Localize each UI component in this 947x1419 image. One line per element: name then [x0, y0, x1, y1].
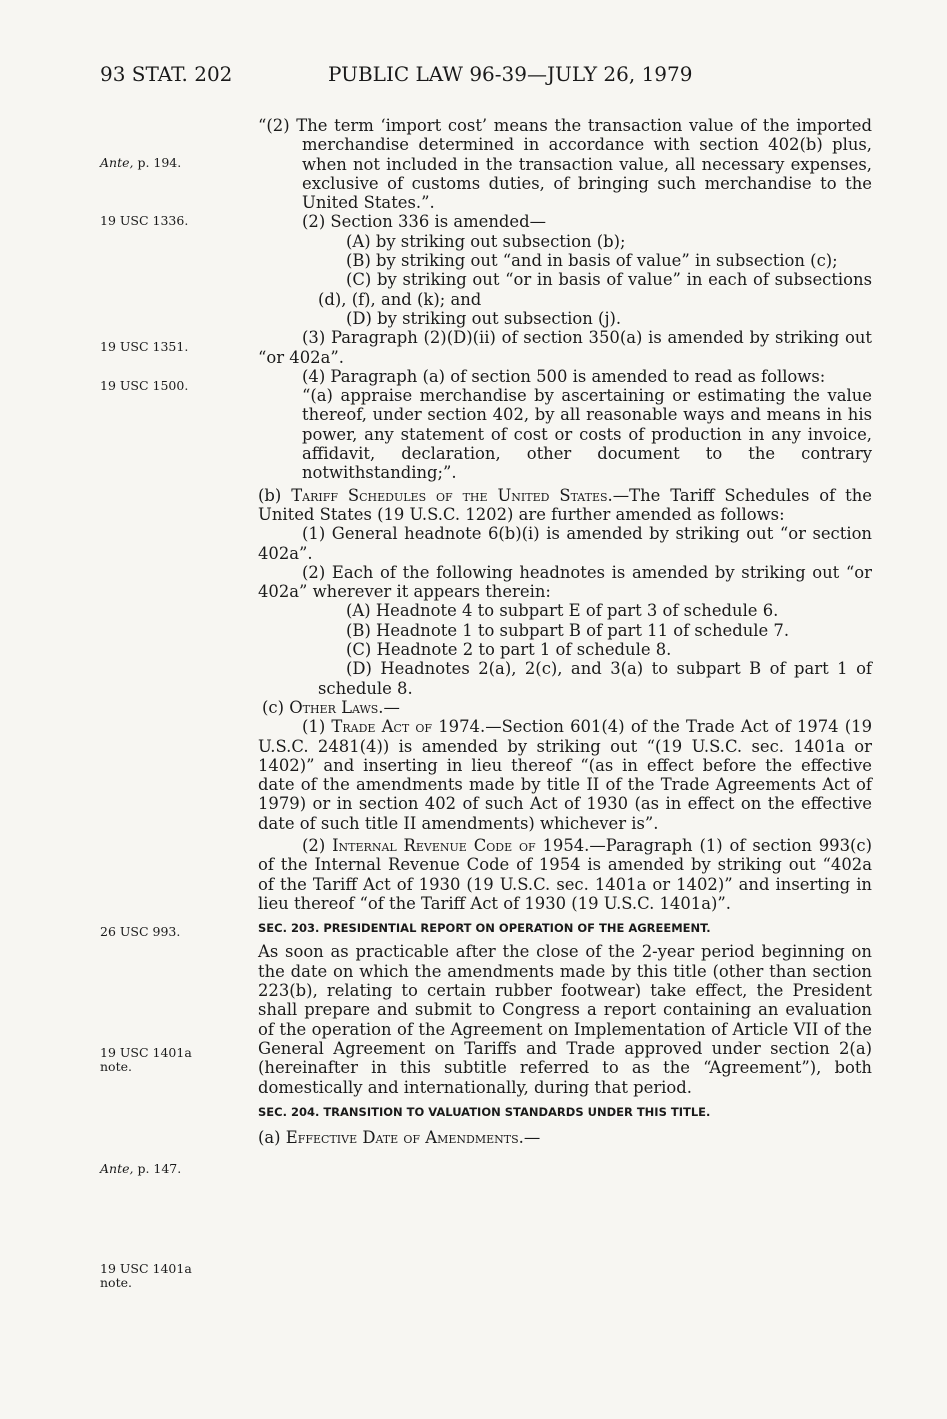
clause-336-a: (A) by striking out subsection (b);	[346, 231, 626, 251]
clause-b2-b: (B) Headnote 1 to subpart B of part 11 of schedule 7.	[346, 620, 790, 640]
margin-note-19usc1351: 19 USC 1351.	[100, 339, 189, 354]
subsection-a: (a) Effective Date of Amendments.—	[258, 1128, 541, 1148]
paragraph-section-336: (2) Section 336 is amended—	[302, 212, 547, 232]
paragraph-c2: (2) Internal Revenue Code of 1954.—Paragraph (1) of section 993(c) of the Internal Revenue Code of 1954 is amended by striking out “402a of the Tariff Act of 1930 (19 U.S.C. sec. 1401a or 1402)” and inserting in lieu thereof “of the Tariff Act of 1930 (19 U.S.C. 1401a)”.	[258, 835, 872, 913]
subsection-c: (c) Other Laws.—	[262, 697, 400, 717]
clause-336-b: (B) by striking out “and in basis of value” in subsection (c);	[346, 251, 838, 271]
page-number-header: 93 STAT. 202	[100, 62, 233, 86]
paragraph-c2-heading: Internal Revenue Code of 1954.	[332, 835, 590, 855]
quoted-appraise-text: “(a) appraise merchandise by ascertaining or estimating the value thereof, under section 402, by all reasonable ways and means in his power, any statement of cost or costs of production in any invoice, affidavit, declaration, other document to the contrary notwithstanding;”.	[302, 386, 872, 483]
margin-note-19usc1500: 19 USC 1500.	[100, 378, 189, 393]
running-title-header: PUBLIC LAW 96-39—JULY 26, 1979	[328, 62, 693, 86]
margin-note-ante-147: Ante, p. 147.	[100, 1161, 182, 1176]
clause-b2-d: (D) Headnotes 2(a), 2(c), and 3(a) to subpart B of part 1 of schedule 8.	[318, 659, 872, 698]
subsection-b: (b) Tariff Schedules of the United States.—The Tariff Schedules of the United States (19 U.S.C. 1202) are further amended as follows:	[258, 485, 872, 524]
section-203-heading: SEC. 203. PRESIDENTIAL REPORT ON OPERATION OF THE AGREEMENT.	[258, 921, 711, 936]
section-204-heading: SEC. 204. TRANSITION TO VALUATION STANDARDS UNDER THIS TITLE.	[258, 1104, 711, 1119]
clause-336-d: (D) by striking out subsection (j).	[346, 308, 622, 328]
margin-note-19usc1401a-2: 19 USC 1401a note.	[100, 1261, 192, 1290]
margin-note-19usc1401a-1: 19 USC 1401a note.	[100, 1045, 192, 1074]
paragraph-c1: (1) Trade Act of 1974.—Section 601(4) of the Trade Act of 1974 (19 U.S.C. 2481(4)) is amended by striking out “(19 U.S.C. sec. 1401a or 1402)” and inserting in lieu thereof “(as in effect before the effective date of the amendments made by title II of the Trade Agreements Act of 1979) or in section 402 of such Act of 1930 (as in effect on the effective date of such title II amendments) whichever is”.	[258, 717, 872, 833]
paragraph-import-cost: “(2) The term ‘import cost’ means the transaction value of the imported merchandise determined in accordance with section 402(b) plus, when not included in the transaction value, all necessary expenses, exclusive of customs duties, of bringing such merchandise to the United States.”.	[258, 116, 872, 213]
paragraph-b1: (1) General headnote 6(b)(i) is amended by striking out “or section 402a”.	[258, 524, 872, 563]
clause-336-c: (C) by striking out “or in basis of value” in each of subsections (d), (f), and (k); and	[318, 270, 872, 309]
paragraph-section-350: (3) Paragraph (2)(D)(ii) of section 350(a) is amended by striking out “or 402a”.	[258, 328, 872, 367]
paragraph-b2: (2) Each of the following headnotes is amended by striking out “or 402a” wherever it appears therein:	[258, 562, 872, 602]
section-203-text: As soon as practicable after the close of the 2-year period beginning on the date on which the amendments made by this title (other than section 223(b), relating to certain rubber footwear) take effect, the President shall prepare and submit to Congress a report containing an evaluation of the operation of the Agreement on Implementation of Article VII of the General Agreement on Tariffs and Trade approved under section 2(a) (hereinafter in this subtitle referred to as the “Agreement”), both domestically and internationally, during that period.	[258, 942, 872, 1097]
clause-b2-c: (C) Headnote 2 to part 1 of schedule 8.	[346, 640, 672, 660]
paragraph-section-500: (4) Paragraph (a) of section 500 is amended to read as follows:	[302, 366, 826, 386]
margin-note-19usc1336: 19 USC 1336.	[100, 213, 189, 228]
body-text	[258, 116, 872, 1147]
subsection-a-heading: Effective Date of Amendments.	[285, 1128, 524, 1148]
clause-b2-a: (A) Headnote 4 to subpart E of part 3 of schedule 6.	[346, 601, 779, 621]
paragraph-c1-heading: Trade Act of 1974.	[331, 717, 486, 737]
subsection-c-heading: Other Laws.	[289, 697, 384, 717]
margin-note-ante-194: Ante, p. 194.	[100, 155, 182, 170]
subsection-b-heading: Tariff Schedules of the United States.	[291, 485, 613, 505]
margin-note-26usc993: 26 USC 993.	[100, 924, 181, 939]
